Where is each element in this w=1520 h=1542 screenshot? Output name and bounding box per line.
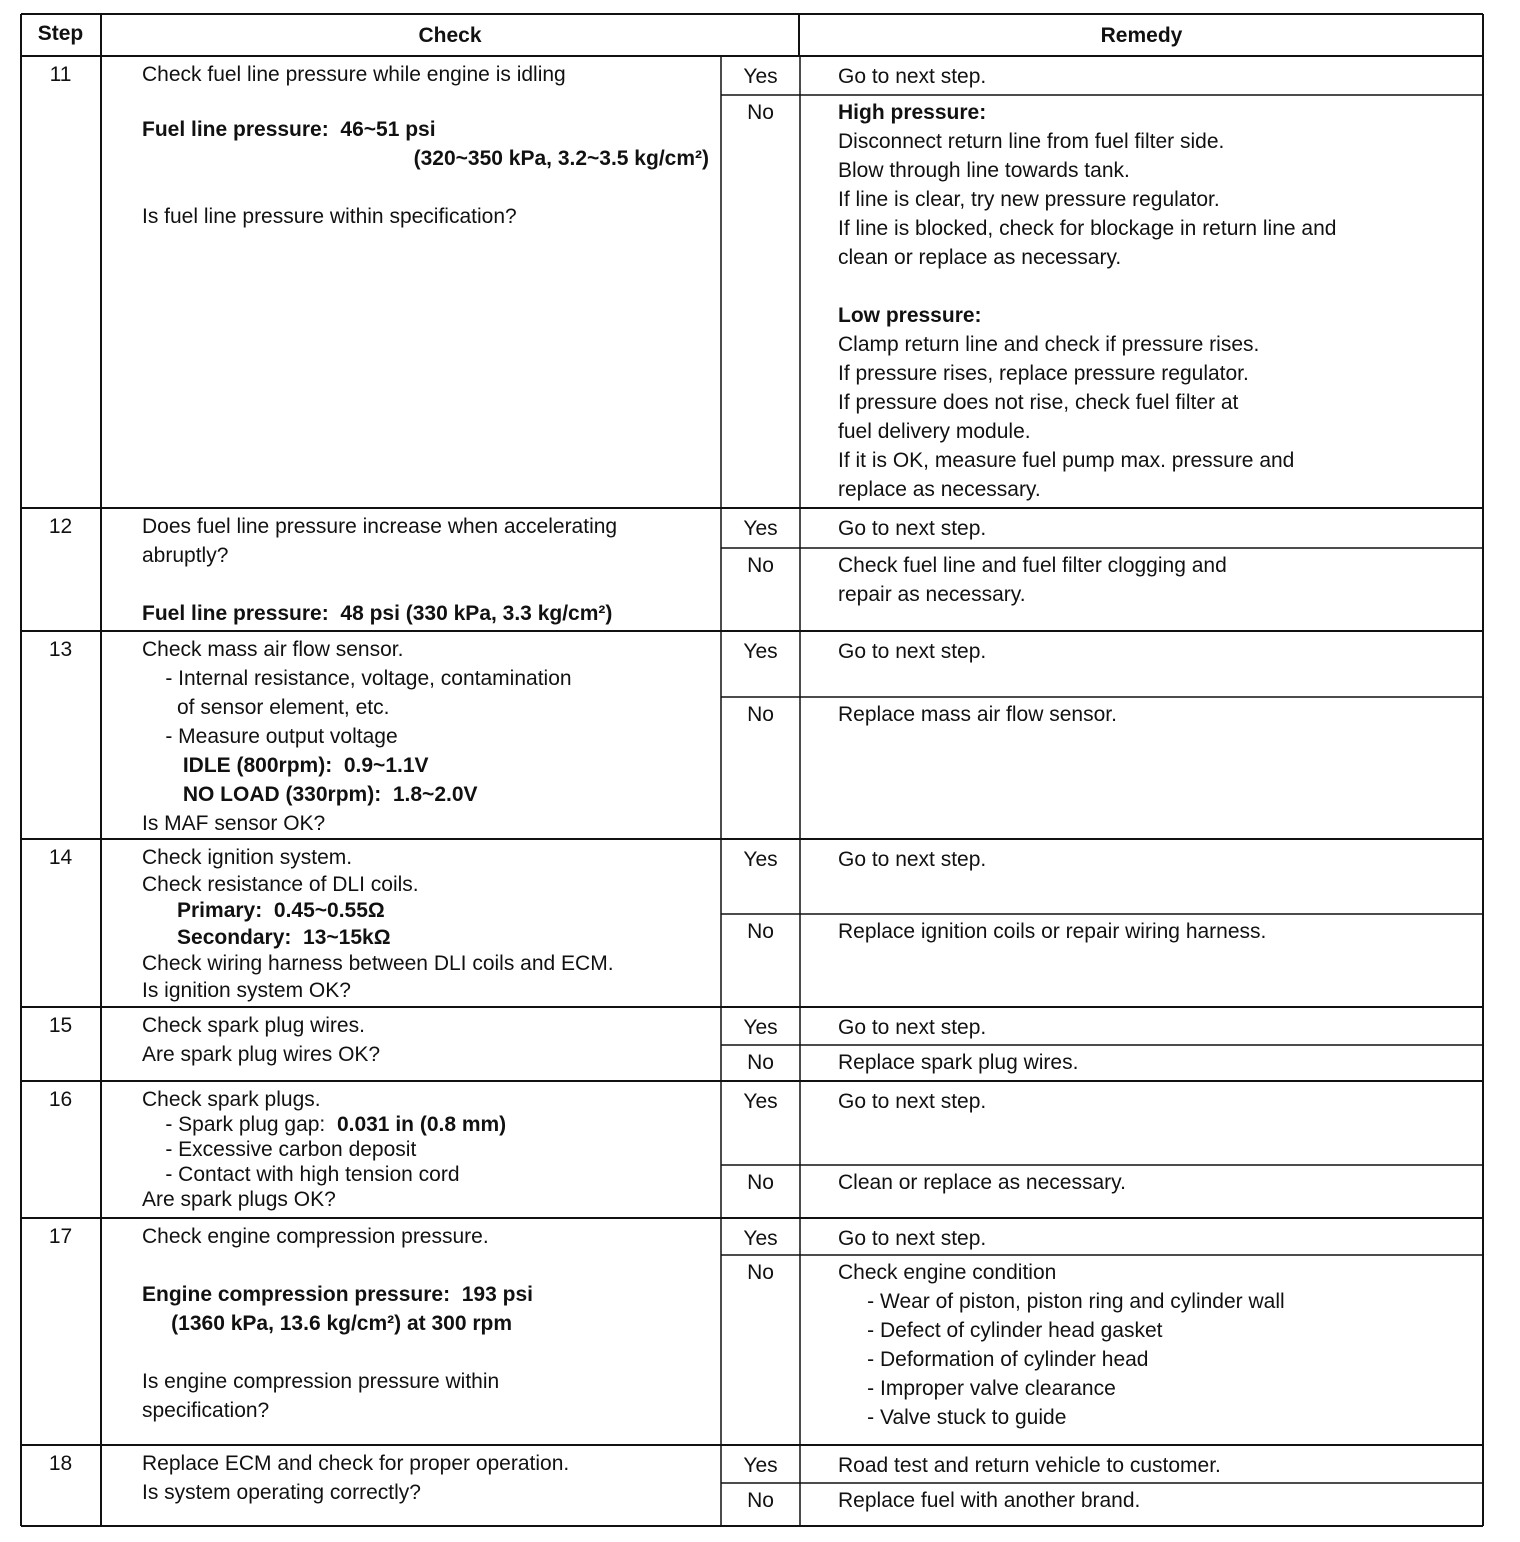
no-remedy-text: High pressure: xyxy=(838,101,987,124)
check-text: Check engine compression pressure. xyxy=(142,1225,489,1248)
check-text: Check resistance of DLI coils. xyxy=(142,872,419,896)
check-text: abruptly? xyxy=(142,544,229,567)
no-remedy-text: fuel delivery module. xyxy=(838,420,1031,443)
yes-remedy-text: Go to next step. xyxy=(838,1090,987,1113)
check-text: Check fuel line pressure while engine is idling xyxy=(142,63,566,86)
yes-remedy-text: Go to next step. xyxy=(838,65,987,88)
no-label: No xyxy=(747,920,774,943)
no-remedy-text: - Defect of cylinder head gasket xyxy=(838,1319,1163,1342)
check-text: Replace ECM and check for proper operation. xyxy=(142,1452,570,1475)
step-number: 12 xyxy=(48,515,73,538)
no-remedy-text: - Deformation of cylinder head xyxy=(838,1348,1149,1371)
no-remedy-text: If line is blocked, check for blockage in return line and xyxy=(838,217,1337,240)
yes-label: Yes xyxy=(743,1090,778,1113)
yes-label: Yes xyxy=(743,1454,778,1477)
check-text: Fuel line pressure: 46~51 psi xyxy=(142,118,436,141)
yes-remedy-text: Road test and return vehicle to customer. xyxy=(838,1454,1221,1477)
no-remedy-text: Clean or replace as necessary. xyxy=(838,1171,1126,1194)
no-remedy-text: replace as necessary. xyxy=(838,478,1041,501)
no-label: No xyxy=(747,1261,774,1284)
no-label: No xyxy=(747,1051,774,1074)
check-text: - Spark plug gap: 0.031 in (0.8 mm) xyxy=(142,1113,507,1136)
yes-label: Yes xyxy=(743,1227,778,1250)
no-remedy-text: Replace ignition coils or repair wiring harness. xyxy=(838,920,1267,943)
no-remedy-text: - Valve stuck to guide xyxy=(838,1406,1067,1429)
yes-remedy-text: Go to next step. xyxy=(838,848,987,871)
check-text: - Measure output voltage xyxy=(142,725,398,748)
check-text: Is engine compression pressure within xyxy=(142,1370,500,1393)
check-text: Does fuel line pressure increase when accelerating xyxy=(142,515,618,538)
yes-remedy-text: Go to next step. xyxy=(838,1227,987,1250)
step-number: 15 xyxy=(48,1014,73,1037)
check-text: Check mass air flow sensor. xyxy=(142,638,404,661)
no-label: No xyxy=(747,1489,774,1512)
no-label: No xyxy=(747,101,774,124)
yes-remedy-text: Go to next step. xyxy=(838,640,987,663)
step-number: 18 xyxy=(48,1452,73,1475)
check-text: Is MAF sensor OK? xyxy=(142,812,326,835)
check-text: Check wiring harness between DLI coils and ECM. xyxy=(142,952,614,975)
yes-label: Yes xyxy=(743,1016,778,1039)
yes-remedy-text: Go to next step. xyxy=(838,1016,987,1039)
check-text: Is system operating correctly? xyxy=(142,1481,421,1504)
check-text: - Contact with high tension cord xyxy=(142,1163,460,1186)
check-text: specification? xyxy=(142,1399,270,1422)
no-remedy-text: Blow through line towards tank. xyxy=(838,159,1130,182)
check-text: (1360 kPa, 13.6 kg/cm²) at 300 rpm xyxy=(142,1312,513,1335)
yes-label: Yes xyxy=(743,517,778,540)
check-text: Primary: 0.45~0.55Ω xyxy=(142,899,385,922)
check-text: Engine compression pressure: 193 psi xyxy=(142,1283,533,1306)
no-remedy-text: Check engine condition xyxy=(838,1261,1057,1284)
no-remedy-text: Clamp return line and check if pressure rises. xyxy=(838,333,1260,356)
check-text: Is ignition system OK? xyxy=(142,978,351,1002)
check-text: Is fuel line pressure within specification? xyxy=(142,205,517,228)
no-remedy-text: If it is OK, measure fuel pump max. pressure and xyxy=(838,449,1295,472)
check-text: NO LOAD (330rpm): 1.8~2.0V xyxy=(142,783,478,806)
no-remedy-text: repair as necessary. xyxy=(838,583,1026,606)
step-number: 16 xyxy=(48,1088,73,1111)
no-remedy-text: If line is clear, try new pressure regulator. xyxy=(838,188,1220,211)
troubleshooting-table xyxy=(20,13,1484,1527)
yes-remedy-text: Go to next step. xyxy=(838,517,987,540)
no-remedy-text: Replace mass air flow sensor. xyxy=(838,703,1117,726)
check-text: - Internal resistance, voltage, contamination xyxy=(142,667,572,690)
no-remedy-text: clean or replace as necessary. xyxy=(838,246,1122,269)
check-text: Check spark plug wires. xyxy=(142,1014,365,1037)
no-remedy-text: If pressure rises, replace pressure regulator. xyxy=(838,362,1249,385)
no-remedy-text: - Improper valve clearance xyxy=(838,1377,1116,1400)
no-remedy-text: - Wear of piston, piston ring and cylinder wall xyxy=(838,1290,1285,1313)
no-remedy-text: Low pressure: xyxy=(838,304,982,327)
check-text: Check spark plugs. xyxy=(142,1088,321,1111)
header-check: Check xyxy=(418,24,482,47)
yes-label: Yes xyxy=(743,65,778,88)
no-remedy-text: Replace spark plug wires. xyxy=(838,1051,1079,1074)
no-label: No xyxy=(747,554,774,577)
no-label: No xyxy=(747,1171,774,1194)
step-number: 14 xyxy=(48,846,73,869)
check-text: Are spark plug wires OK? xyxy=(142,1043,381,1066)
header-remedy: Remedy xyxy=(1100,24,1183,47)
no-remedy-text: If pressure does not rise, check fuel filter at xyxy=(838,391,1239,414)
check-text: Secondary: 13~15kΩ xyxy=(142,925,391,949)
check-text: Fuel line pressure: 48 psi (330 kPa, 3.3 kg/cm²) xyxy=(142,602,613,625)
header-step: Step xyxy=(37,22,84,45)
step-number: 17 xyxy=(48,1225,73,1248)
check-text: of sensor element, etc. xyxy=(142,696,390,719)
step-number: 11 xyxy=(49,63,72,86)
no-remedy-text: Check fuel line and fuel filter clogging and xyxy=(838,554,1227,577)
yes-label: Yes xyxy=(743,848,778,871)
no-label: No xyxy=(747,703,774,726)
check-text: Are spark plugs OK? xyxy=(142,1188,336,1211)
yes-label: Yes xyxy=(743,640,778,663)
check-text: (320~350 kPa, 3.2~3.5 kg/cm²) xyxy=(413,147,709,170)
step-number: 13 xyxy=(48,638,73,661)
check-text: Check ignition system. xyxy=(142,846,353,869)
no-remedy-text: Replace fuel with another brand. xyxy=(838,1489,1141,1512)
no-remedy-text: Disconnect return line from fuel filter side. xyxy=(838,130,1225,153)
check-text: - Excessive carbon deposit xyxy=(142,1138,417,1161)
check-text: IDLE (800rpm): 0.9~1.1V xyxy=(142,754,429,777)
